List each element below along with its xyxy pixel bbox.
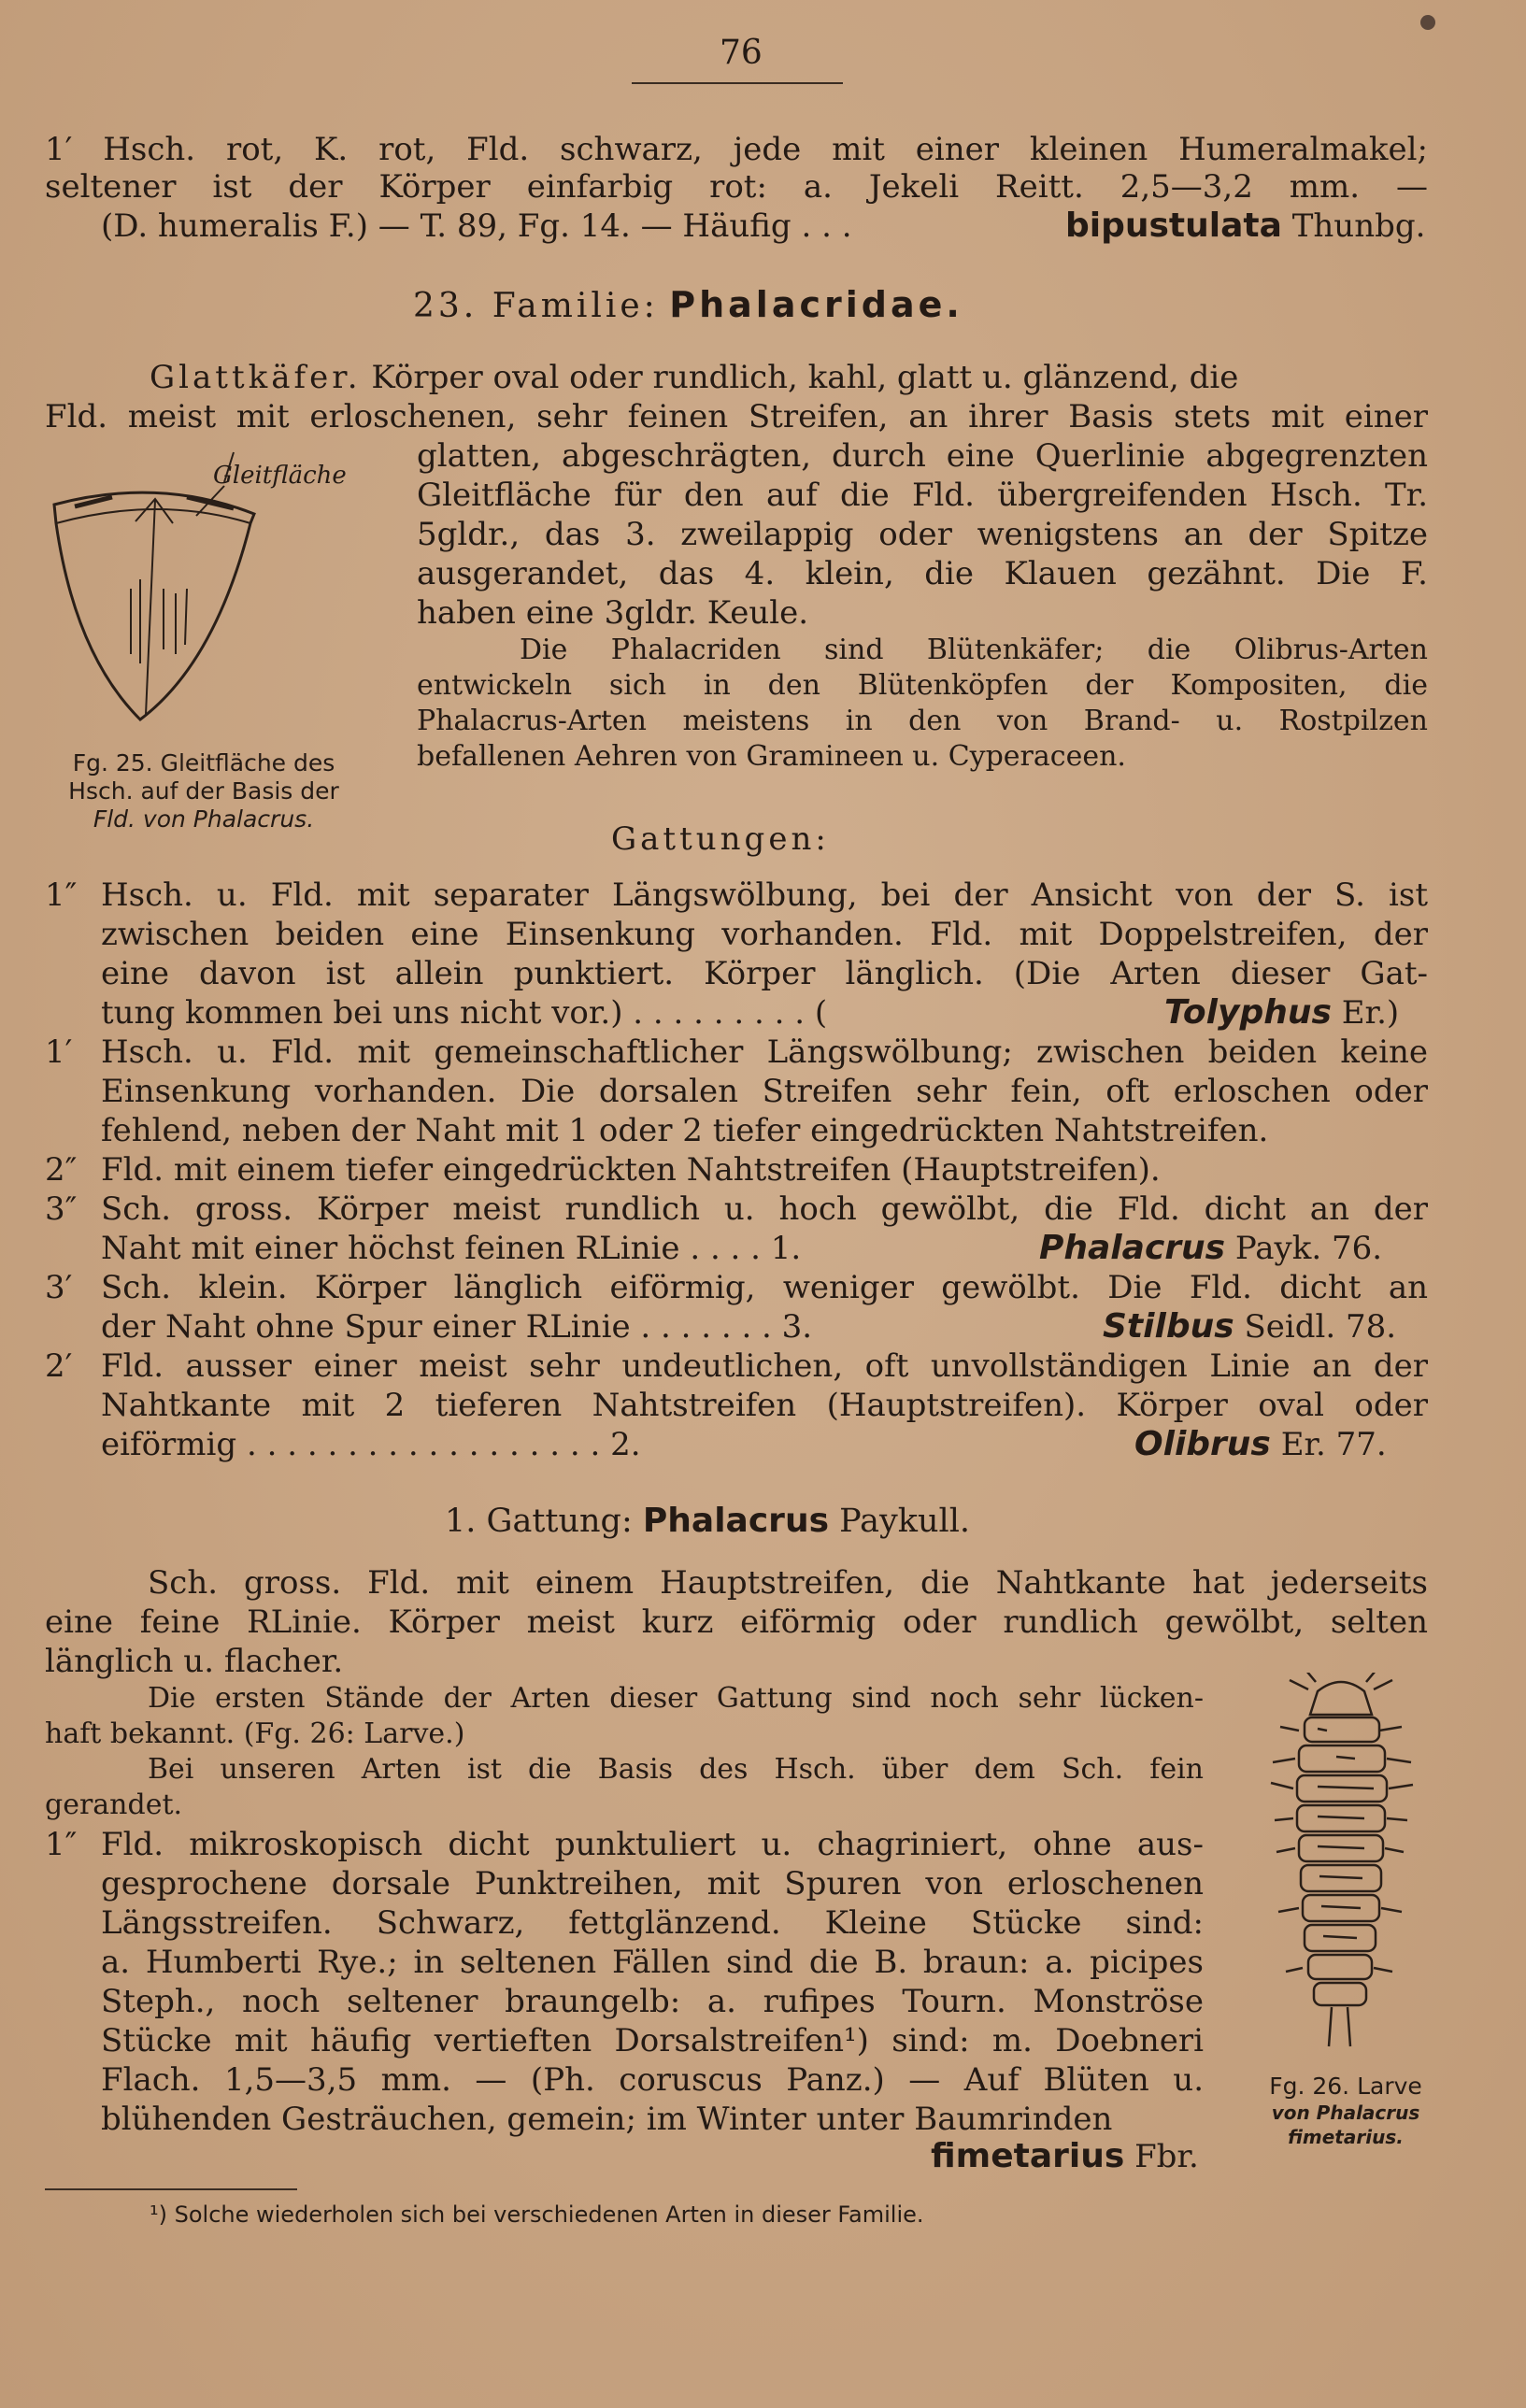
key-2b-line-2: Nahtkante mit 2 tieferen Nahtstreifen (Hauptstreifen). Körper oval oder (101, 1387, 1428, 1424)
genus-desc-line-4: Die ersten Stände der Arten dieser Gattung sind noch sehr lücken- (148, 1682, 1204, 1715)
species-line-6: Stücke mit häufig vertieften Dorsalstreifen¹) sind: m. Doebneri (101, 2022, 1204, 2059)
key-3b-line-2: der Naht ohne Spur einer RLinie . . . . . . . 3. (101, 1308, 813, 1346)
genus-name-stilbus: Stilbus (1103, 1307, 1234, 1346)
intro-line-5: 5gldr., das 3. zweilappig oder wenigstens an der Spitze (417, 516, 1428, 553)
key-2b-line-3: eiförmig . . . . . . . . . . . . . . . . . . 2. (101, 1426, 641, 1463)
intro-line-1: Glattkäfer. Körper oval oder rundlich, kahl, glatt u. glänzend, die (150, 359, 1239, 396)
genus-desc-line-3: länglich u. flacher. (45, 1643, 344, 1680)
species-name-line: fimetarius Fbr. (931, 2137, 1199, 2175)
key-3b-num: 3′ (45, 1269, 73, 1306)
species-line-4: a. Humberti Rye.; in seltenen Fällen sind die B. braun: a. picipes (101, 1944, 1204, 1981)
intro-line-11: befallenen Aehren von Gramineen u. Cyperaceen. (417, 740, 1126, 773)
top-entry-line-3: (D. humeralis F.) — T. 89, Fg. 14. — Häufig . . . (101, 207, 852, 245)
species-name-fimetarius: fimetarius (931, 2137, 1125, 2175)
ink-speck (1420, 15, 1435, 30)
header-rule (632, 82, 843, 84)
fig26-caption: Fg. 26. Larve von Phalacrus fimetarius. (1269, 2073, 1422, 2148)
key-1b-line-3: fehlend, neben der Naht mit 1 oder 2 tiefer eingedrückten Nahtstreifen. (101, 1112, 1269, 1149)
fig25-illustration (37, 449, 280, 729)
intro-line-8: Die Phalacriden sind Blütenkäfer; die Olibrus-Arten (520, 634, 1428, 666)
species-name-bipustulata: bipustulata (1065, 207, 1282, 245)
intro-line-10: Phalacrus-Arten meistens in den von Brand- u. Rostpilzen (417, 705, 1428, 737)
intro-line-3: glatten, abgeschrägten, durch eine Querlinie abgegrenzten (417, 437, 1428, 475)
genus-desc-line-1: Sch. gross. Fld. mit einem Hauptstreifen, die Nahtkante hat jederseits (148, 1564, 1428, 1602)
key-3b-genus: Stilbus Seidl. 78. (1103, 1307, 1397, 1346)
species-line-2: gesprochene dorsale Punktreihen, mit Spuren von erloschenen (101, 1865, 1204, 1902)
key-2b-genus: Olibrus Er. 77. (1134, 1425, 1387, 1463)
key-1b-num: 1′ (45, 1033, 73, 1071)
genus-desc-line-7: gerandet. (45, 1788, 183, 1821)
fig26-larva-illustration (1262, 1673, 1420, 2065)
key-1a-line-1: Hsch. u. Fld. mit separater Längswölbung, bei der Ansicht von der S. ist (101, 876, 1428, 914)
key-3a-num: 3″ (45, 1190, 78, 1228)
genus-heading-name: Phalacrus (642, 1502, 829, 1540)
species-line-8: blühenden Gesträuchen, gemein; im Winter unter Baumrinden (101, 2101, 1113, 2138)
intro-line-6: ausgerandet, das 4. klein, die Klauen gezähnt. Die F. (417, 555, 1428, 592)
gattungen-heading: Gattungen: (611, 820, 830, 858)
genus-desc-line-2: eine feine RLinie. Körper meist kurz eiförmig oder rundlich gewölbt, selten (45, 1603, 1428, 1641)
key-1a-line-4: tung kommen bei uns nicht vor.) . . . . . . . . . ( (101, 994, 828, 1032)
key-2a-num: 2″ (45, 1151, 78, 1189)
key-2b-line-1: Fld. ausser einer meist sehr undeutlichen, oft unvollständigen Linie an der (101, 1347, 1428, 1385)
top-entry-line-1: 1′ Hsch. rot, K. rot, Fld. schwarz, jede mit einer kleinen Humeralmakel; (45, 131, 1428, 168)
species-line-1: Fld. mikroskopisch dicht punktuliert u. chagriniert, ohne aus- (101, 1826, 1204, 1863)
intro-line-7: haben eine 3gldr. Keule. (417, 594, 809, 632)
key-3a-line-1: Sch. gross. Körper meist rundlich u. hoch gewölbt, die Fld. dicht an der (101, 1190, 1428, 1228)
genus-name-olibrus: Olibrus (1134, 1425, 1271, 1463)
key-1a-genus: Tolyphus Er.) (1164, 993, 1400, 1032)
species-num: 1″ (45, 1826, 78, 1863)
species-line-3: Längsstreifen. Schwarz, fettglänzend. Kleine Stücke sind: (101, 1904, 1204, 1942)
fig25-handwritten-label: Gleitfläche (213, 462, 347, 490)
top-entry-line-2: seltener ist der Körper einfarbig rot: a. Jekeli Reitt. 2,5—3,2 mm. — (45, 168, 1428, 206)
page-number: 76 (720, 34, 763, 72)
key-1a-line-2: zwischen beiden eine Einsenkung vorhanden. Fld. mit Doppelstreifen, der (101, 916, 1428, 953)
genus-name-phalacrus: Phalacrus (1039, 1229, 1226, 1267)
key-2b-num: 2′ (45, 1347, 73, 1385)
footnote-rule (45, 2188, 297, 2190)
key-1b-line-2: Einsenkung vorhanden. Die dorsalen Streifen sehr fein, oft erloschen oder (101, 1073, 1428, 1110)
key-3a-line-2: Naht mit einer höchst feinen RLinie . . . . 1. (101, 1230, 802, 1267)
intro-line-4: Gleitfläche für den auf die Fld. übergreifenden Hsch. Tr. (417, 477, 1428, 514)
genus-desc-line-5: haft bekannt. (Fg. 26: Larve.) (45, 1717, 465, 1750)
genus-desc-line-6: Bei unseren Arten ist die Basis des Hsch. über dem Sch. fein (148, 1753, 1204, 1786)
key-2a-line-1: Fld. mit einem tiefer eingedrückten Nahtstreifen (Hauptstreifen). (101, 1151, 1161, 1189)
species-line-5: Steph., noch seltener braungelb: a. rufipes Tourn. Monströse (101, 1983, 1204, 2020)
intro-line-2: Fld. meist mit erloschenen, sehr feinen Streifen, an ihrer Basis stets mit einer (45, 398, 1428, 435)
key-1b-line-1: Hsch. u. Fld. mit gemeinschaftlicher Längswölbung; zwischen beiden keine (101, 1033, 1428, 1071)
key-1a-num: 1″ (45, 876, 78, 914)
key-1a-line-3: eine davon ist allein punktiert. Körper länglich. (Die Arten dieser Gat- (101, 955, 1428, 992)
family-name: Phalacridae. (669, 284, 963, 325)
genus-heading: 1. Gattung: Phalacrus Paykull. (445, 1502, 971, 1540)
species-line-7: Flach. 1,5—3,5 mm. — (Ph. coruscus Panz.) — Auf Blüten u. (101, 2061, 1204, 2099)
family-heading: 23. Familie: Phalacridae. (413, 284, 963, 325)
key-3a-genus: Phalacrus Payk. 76. (1039, 1229, 1383, 1267)
fig25-caption: Fg. 25. Gleitfläche des Hsch. auf der Basis der Fld. von Phalacrus. (68, 749, 339, 833)
top-entry-species: bipustulata Thunbg. (1065, 207, 1426, 245)
key-3b-line-1: Sch. klein. Körper länglich eiförmig, weniger gewölbt. Die Fld. dicht an (101, 1269, 1428, 1306)
footnote: ¹) Solche wiederholen sich bei verschiedenen Arten in dieser Familie. (150, 2201, 924, 2228)
intro-line-9: entwickeln sich in den Blütenköpfen der Kompositen, die (417, 669, 1428, 702)
genus-name-tolyphus: Tolyphus (1164, 993, 1332, 1032)
